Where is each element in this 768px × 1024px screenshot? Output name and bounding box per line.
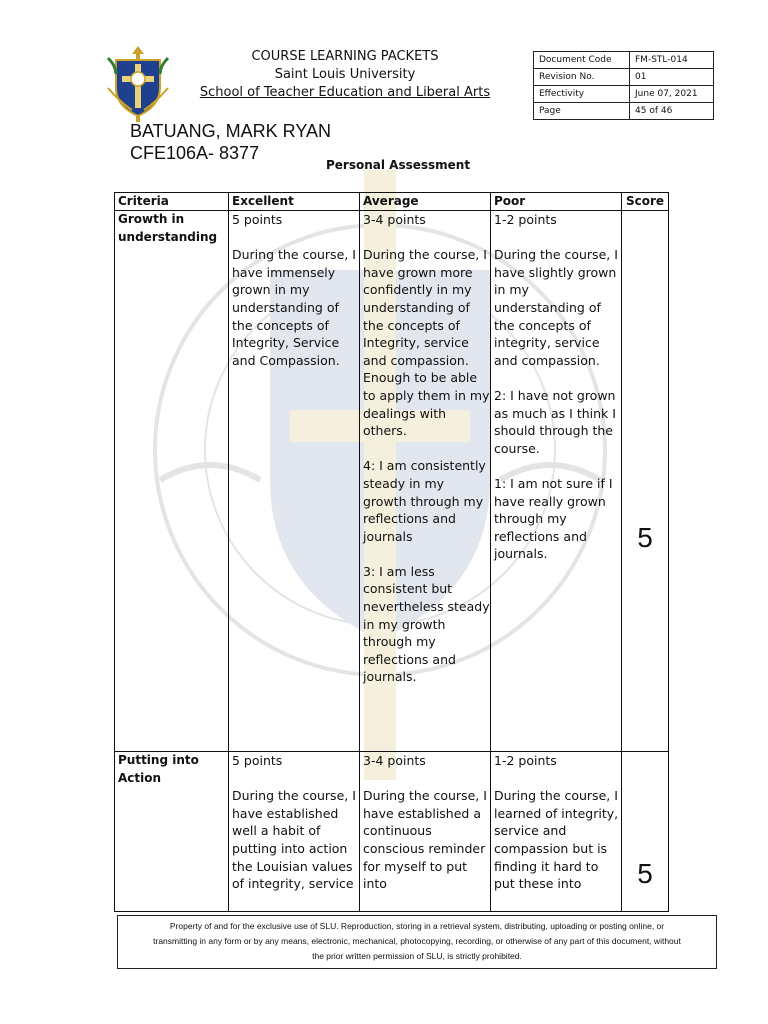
student-info <box>130 120 331 164</box>
score-header: Score <box>622 193 669 211</box>
document-info-table <box>533 51 714 120</box>
header-line-2: Saint Louis University <box>274 67 416 82</box>
copyright-footer <box>117 915 717 969</box>
score-cell <box>622 752 669 912</box>
average-cell <box>360 752 491 912</box>
description: During the course, I have slightly grown in my understanding of the concepts of integrity, service and compassion. <box>494 247 618 368</box>
doc-info-label: Revision No. <box>534 69 630 86</box>
rubric-row-action <box>115 752 669 912</box>
excellent-header: Excellent <box>229 193 360 211</box>
footer-line-3: the prior written permission of SLU, is strictly prohibited. <box>312 951 522 961</box>
header-line-1: COURSE LEARNING PACKETS <box>251 49 439 64</box>
doc-info-label: Page <box>534 103 630 120</box>
student-name: BATUANG, MARK RYAN <box>130 121 332 141</box>
doc-info-value: June 07, 2021 <box>630 86 714 103</box>
rubric-row-growth <box>115 211 669 752</box>
doc-info-label: Document Code <box>534 52 630 69</box>
doc-info-value: 01 <box>630 69 714 86</box>
header-line-3: School of Teacher Education and Liberal Arts <box>199 85 491 100</box>
description-level-4: 4: I am consistently steady in my growth through my reflections and journals <box>363 458 486 544</box>
description-level-2: 2: I have not grown as much as I think I should through the course. <box>494 387 616 456</box>
score-value: 5 <box>637 522 653 553</box>
doc-info-row <box>534 86 714 103</box>
description: During the course, I have established a continuous conscious reminder for myself to put into <box>363 788 487 892</box>
score-cell <box>622 211 669 752</box>
footer-line-1: Property of and for the exclusive use of SLU. Reproduction, storing in a retrieval system, distributing, uploading or posting online, or <box>169 921 665 931</box>
doc-info-value: 45 of 46 <box>630 103 714 120</box>
document-header <box>180 48 510 102</box>
description: During the course, I have immensely grown in my understanding of the concepts of Integrity, Service and Compassion. <box>232 247 356 368</box>
average-header: Average <box>360 193 491 211</box>
poor-header: Poor <box>491 193 622 211</box>
criteria-cell: Putting into Action <box>115 752 229 912</box>
excellent-cell <box>229 211 360 752</box>
points-label: 5 points <box>232 212 283 227</box>
points-label: 3-4 points <box>363 753 426 768</box>
doc-info-label: Effectivity <box>534 86 630 103</box>
doc-info-value: FM-STL-014 <box>630 52 714 69</box>
doc-info-row <box>534 52 714 69</box>
footer-line-2: transmitting in any form or by any means, electronic, mechanical, photocopying, recording, or otherwise of any part of this document, without <box>153 936 681 946</box>
description: During the course, I have grown more confidently in my understanding of the concepts of Integrity, service and compassion. Enough to be able to apply them in my dealings with others. <box>363 247 490 439</box>
description-level-3: 3: I am less consistent but nevertheless steady in my growth through my reflections and journals. <box>363 563 490 685</box>
class-code: CFE106A- 8377 <box>130 143 260 163</box>
criteria-header: Criteria <box>115 193 229 211</box>
poor-cell <box>491 752 622 912</box>
doc-info-row <box>534 103 714 120</box>
average-cell <box>360 211 491 752</box>
points-label: 1-2 points <box>494 753 557 768</box>
section-title: Personal Assessment <box>326 158 471 172</box>
points-label: 1-2 points <box>494 212 557 227</box>
doc-info-row <box>534 69 714 86</box>
assessment-rubric-table <box>114 192 669 912</box>
points-label: 3-4 points <box>363 212 426 227</box>
poor-cell <box>491 211 622 752</box>
excellent-cell <box>229 752 360 912</box>
slu-logo <box>106 44 170 126</box>
points-label: 5 points <box>232 753 283 768</box>
rubric-header-row <box>115 193 669 211</box>
description: During the course, I have established well a habit of putting into action the Louisian values of integrity, service <box>232 788 356 892</box>
description: During the course, I learned of integrity, service and compassion but is finding it hard to put these into <box>494 788 619 892</box>
criteria-cell: Growth in understanding <box>115 211 229 752</box>
score-value: 5 <box>637 858 653 889</box>
description-level-1: 1: I am not sure if I have really grown through my reflections and journals. <box>494 475 613 562</box>
